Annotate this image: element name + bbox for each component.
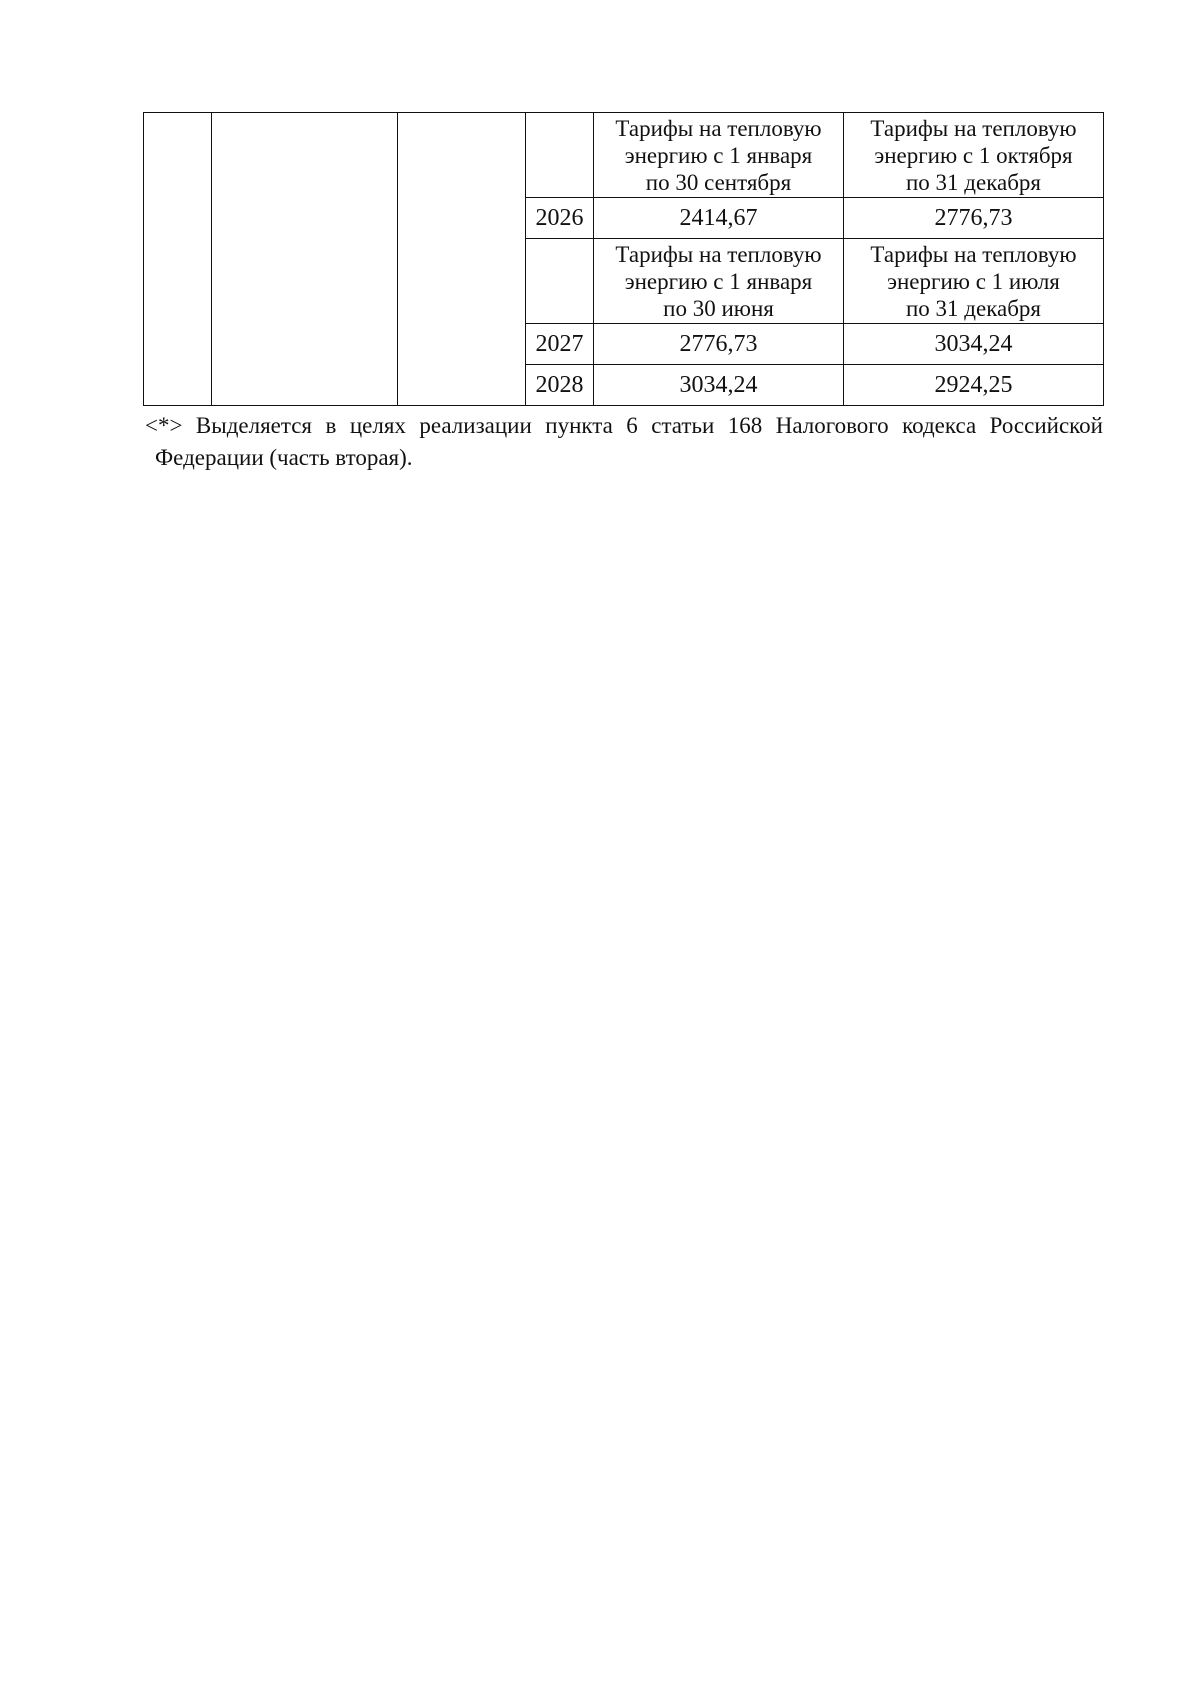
header-line: по 30 сентября: [645, 169, 792, 195]
period-header-cell: [844, 113, 1104, 198]
table-cell-empty: [526, 239, 594, 324]
header-line: по 31 декабря: [905, 169, 1042, 195]
header-line: энергию с 1 октября: [874, 142, 1073, 168]
table-cell-empty: [144, 113, 212, 406]
year-cell: 2026: [526, 198, 594, 239]
header-line: энергию с 1 января: [624, 268, 813, 294]
tariff-value-cell: 2414,67: [594, 198, 844, 239]
header-line: Тарифы на тепловую: [870, 115, 1077, 141]
period-header-cell: [594, 239, 844, 324]
header-line: Тарифы на тепловую: [615, 115, 822, 141]
footnote: [143, 410, 1103, 474]
footnote-line: <*> Выделяется в целях реализации пункта 6 статьи 168 Налогового кодекса Российской: [145, 413, 1103, 438]
tariff-value-cell: 2776,73: [594, 324, 844, 365]
tariff-value-cell: 2924,25: [844, 365, 1104, 406]
table-cell-empty: [212, 113, 398, 406]
tariff-value-cell: 3034,24: [594, 365, 844, 406]
table-row: [144, 113, 1104, 198]
tariff-value-cell: 2776,73: [844, 198, 1104, 239]
year-cell: 2027: [526, 324, 594, 365]
footnote-line: Федерации (часть вторая).: [155, 445, 413, 470]
table-cell-empty: [526, 113, 594, 198]
header-line: по 31 декабря: [905, 295, 1042, 321]
table-cell-empty: [398, 113, 526, 406]
year-cell: 2028: [526, 365, 594, 406]
period-header-cell: [594, 113, 844, 198]
header-line: Тарифы на тепловую: [870, 241, 1077, 267]
tariff-table: [143, 112, 1104, 406]
header-line: энергию с 1 января: [624, 142, 813, 168]
tariff-value-cell: 3034,24: [844, 324, 1104, 365]
header-line: по 30 июня: [663, 295, 774, 321]
header-line: Тарифы на тепловую: [615, 241, 822, 267]
period-header-cell: [844, 239, 1104, 324]
header-line: энергию с 1 июля: [887, 268, 1060, 294]
